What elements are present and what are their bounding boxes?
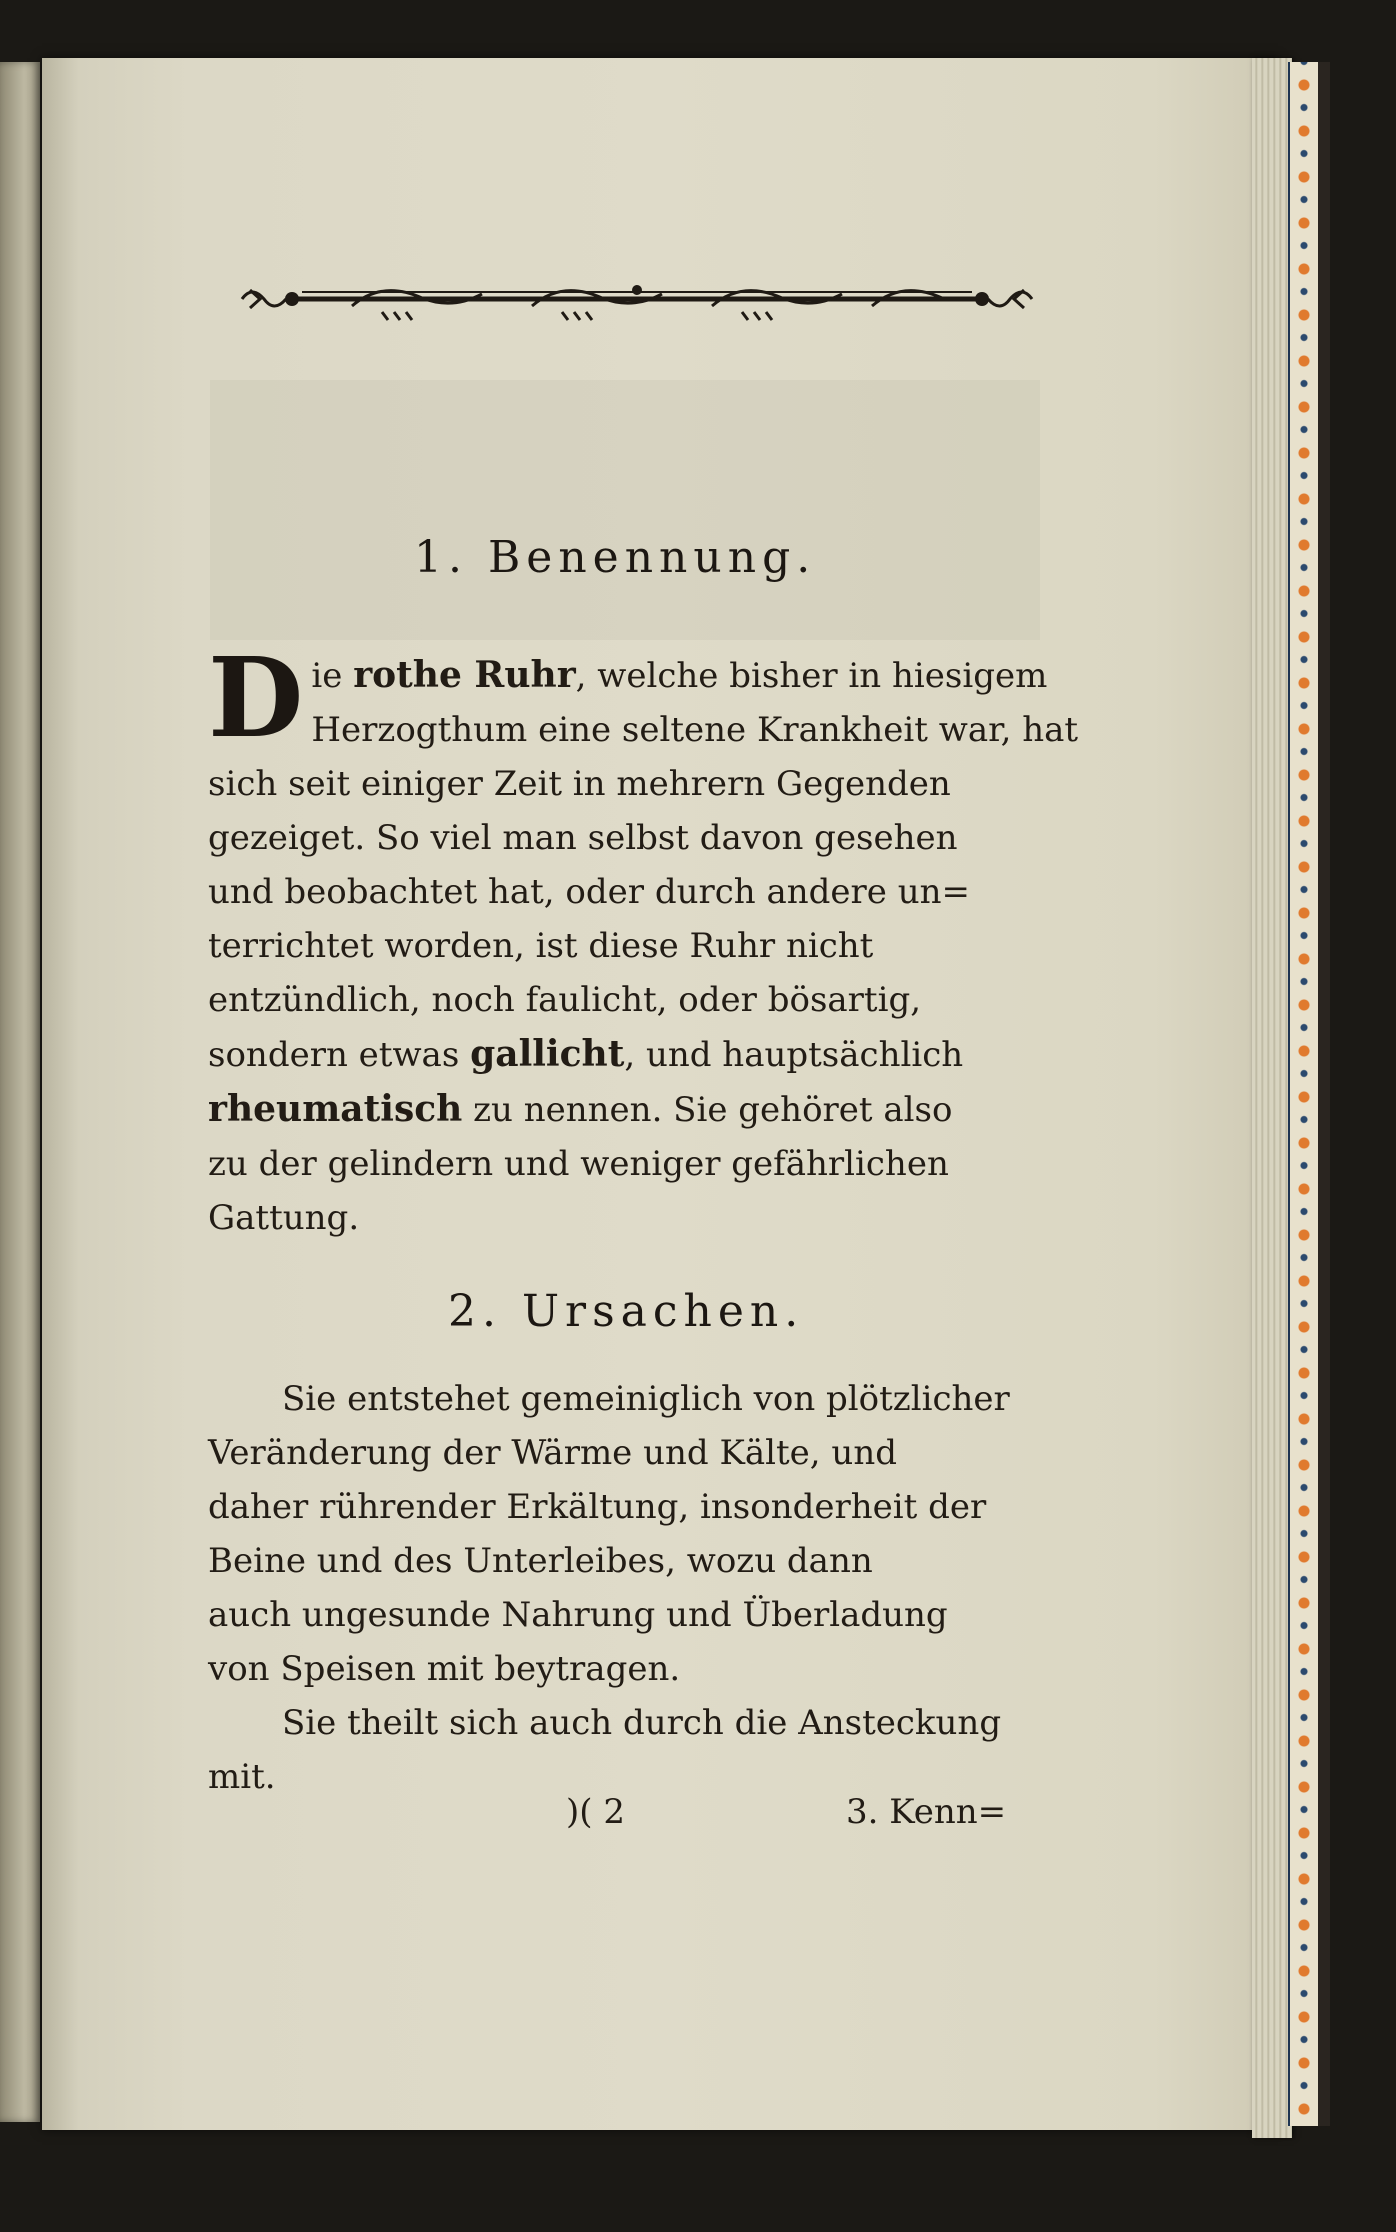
text-line: Herzogthum eine seltene Krankheit war, hat xyxy=(311,710,1079,750)
text-line: entzündlich, noch faulicht, oder bösartig, xyxy=(208,980,922,1020)
text-line: gezeiget. So viel man selbst davon gesehen xyxy=(208,818,958,858)
text-line: daher rührender Erkältung, insonderheit der xyxy=(208,1487,987,1527)
text-line: Sie theilt sich auch durch die Ansteckung xyxy=(282,1703,1002,1743)
text-line: von Speisen mit beytragen. xyxy=(208,1649,681,1689)
text-line: auch ungesunde Nahrung und Überladung xyxy=(208,1595,948,1635)
text-line: und beobachtet hat, oder durch andere un= xyxy=(208,872,970,912)
section-heading-benennung: 1. Benennung. xyxy=(414,532,817,583)
drop-cap: D xyxy=(208,633,304,762)
paragraph-ursachen xyxy=(208,1372,1038,1804)
text-line: Sie entstehet gemeiniglich von plötzlicher xyxy=(282,1379,1010,1419)
binding-shadow xyxy=(1318,62,1330,2126)
section-heading-ursachen: 2. Ursachen. xyxy=(448,1286,805,1337)
text-line: mit. xyxy=(208,1757,276,1797)
text-line: sich seit einiger Zeit in mehrern Gegenden xyxy=(208,764,951,804)
catchword: 3. Kenn= xyxy=(846,1792,1007,1832)
text-line: ie rothe Ruhr, welche bisher in hiesigem xyxy=(311,654,1048,696)
text-line: rheumatisch zu nennen. Sie gehöret also xyxy=(208,1088,953,1130)
left-page-edge xyxy=(0,62,40,2122)
text-line: terrichtet worden, ist diese Ruhr nicht xyxy=(208,926,874,966)
text-line: sondern etwas gallicht, und hauptsächlich xyxy=(208,1033,964,1075)
marbled-cover-edge xyxy=(1288,62,1321,2126)
text-line: Veränderung der Wärme und Kälte, und xyxy=(208,1433,897,1473)
text-line: Gattung. xyxy=(208,1198,360,1238)
page-edges xyxy=(1252,58,1292,2138)
text-line: Beine und des Unterleibes, wozu dann xyxy=(208,1541,873,1581)
paragraph-benennung xyxy=(208,633,1079,1245)
ornamental-band-icon xyxy=(232,272,1042,326)
text-line: zu der gelindern und weniger gefährlichen xyxy=(208,1144,949,1184)
show-through-shade xyxy=(210,380,1040,640)
signature-mark: )( 2 xyxy=(566,1792,625,1832)
